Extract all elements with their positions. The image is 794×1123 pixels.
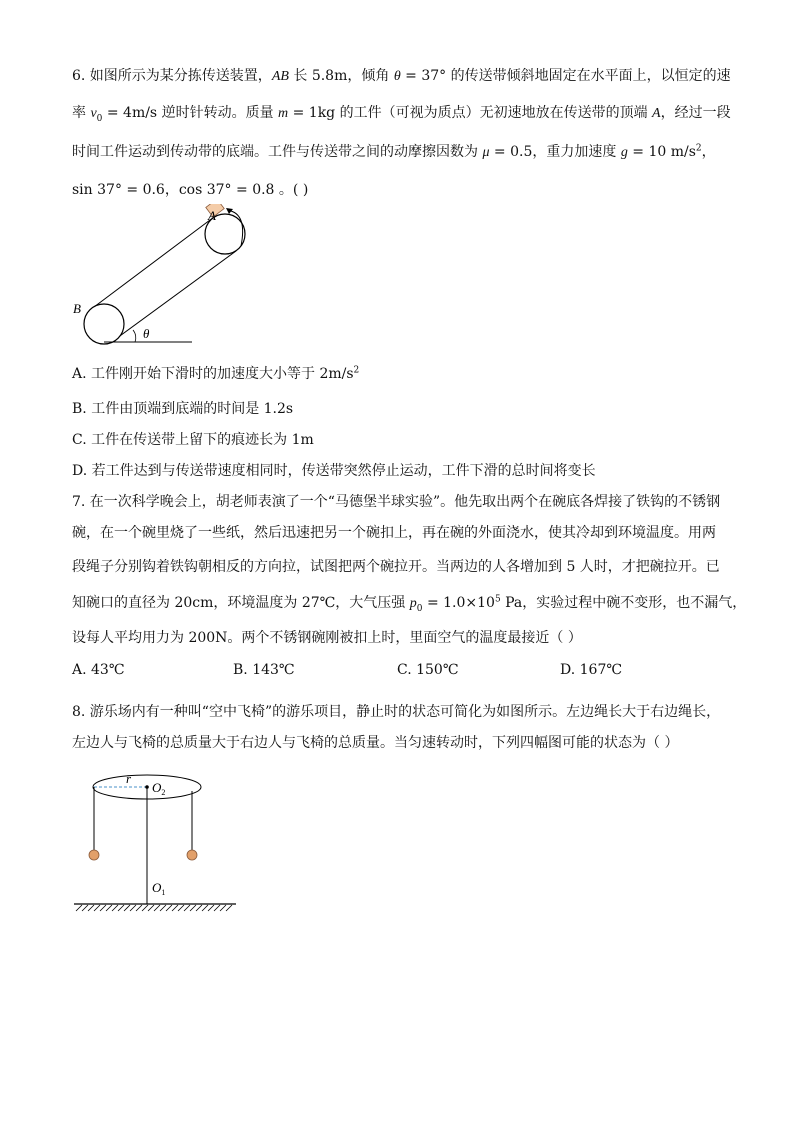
label-theta: θ — [143, 326, 150, 341]
q7-line-5: 设每人平均用力为 200N。两个不锈钢碗刚被扣上时，里面空气的温度最接近（ ） — [72, 630, 582, 646]
q8-line-1: 8. 游乐场内有一种叫“空中飞椅”的游乐项目，静止时的状态可简化为如图所示。左边绳长大于右边绳长， — [72, 704, 721, 720]
ground-hatching — [76, 905, 232, 911]
label-a: A — [208, 208, 216, 223]
q6-line-3: 时间工件运动到传动带的底端。工件与传送带之间的动摩擦因数为 μ = 0.5，重力加速度 g = 10 $m/s^2$， — [72, 143, 716, 160]
q6-line-1: 6. 如图所示为某分拣传送装置，AB 长 5.8m，倾角 θ = 37° 的传送带倾斜地固定在水平面上，以恒定的速 — [72, 68, 731, 84]
right-chair-ball — [187, 850, 197, 860]
q7-option-d: D. 167℃ — [560, 662, 623, 678]
q7-line-1: 7. 在一次科学晚会上，胡老师表演了一个“马德堡半球实验”。他先取出两个在碗底各焊接了铁钩的不锈钢 — [72, 494, 721, 510]
label-o2: $O_2$ — [152, 780, 166, 797]
q8-line-2: 左边人与飞椅的总质量大于右边人与飞椅的总质量。当匀速转动时，下列四幅图可能的状态为（ ） — [72, 735, 679, 751]
label-o1: $O_1$ — [152, 880, 166, 897]
q6-option-a: A. 工件刚开始下滑时的加速度大小等于 $2m/s^2$ — [72, 365, 360, 382]
label-b: B — [73, 301, 81, 316]
q7-option-c: C. 150℃ — [397, 662, 459, 678]
q7-option-a: A. 43℃ — [72, 662, 125, 678]
q6-line-2: 率 $v_0 = 4m/s$ 逆时针转动。质量 m = 1kg 的工件（可视为质点）无初速地放在传送带的顶端 A，经过一段 — [72, 105, 731, 124]
q6-line-4: sin 37° = 0.6，cos 37° = 0.8 。( ) — [72, 182, 309, 198]
q6-option-d: D. 若工件达到与传送带速度相同时，传送带突然停止运动，工件下滑的总时间将变长 — [72, 463, 596, 479]
q7-option-b: B. 143℃ — [233, 662, 295, 678]
q6-option-c: C. 工件在传送带上留下的痕迹长为 1m — [72, 432, 314, 448]
q7-line-2: 碗，在一个碗里烧了一些纸，然后迅速把另一个碗扣上，再在碗的外面浇水，使其冷却到环境温度。用两 — [72, 525, 716, 541]
q6-option-b: B. 工件由顶端到底端的时间是 1.2s — [72, 401, 294, 417]
conveyor-belt-figure — [64, 204, 264, 352]
q7-line-3: 段绳子分别钩着铁钩朝相反的方向拉，试图把两个碗拉开。当两边的人各增加到 5 人时，才把碗拉开。已 — [72, 559, 720, 575]
left-chair-ball — [89, 850, 99, 860]
label-r: r — [126, 771, 132, 786]
flying-chair-figure — [70, 768, 242, 916]
q7-line-4: 知碗口的直径为 20cm，环境温度为 27℃，大气压强 $p_0 = 1.0\times 10^5$ Pa，实验过程中碗不变形，也不漏气， — [72, 594, 747, 614]
